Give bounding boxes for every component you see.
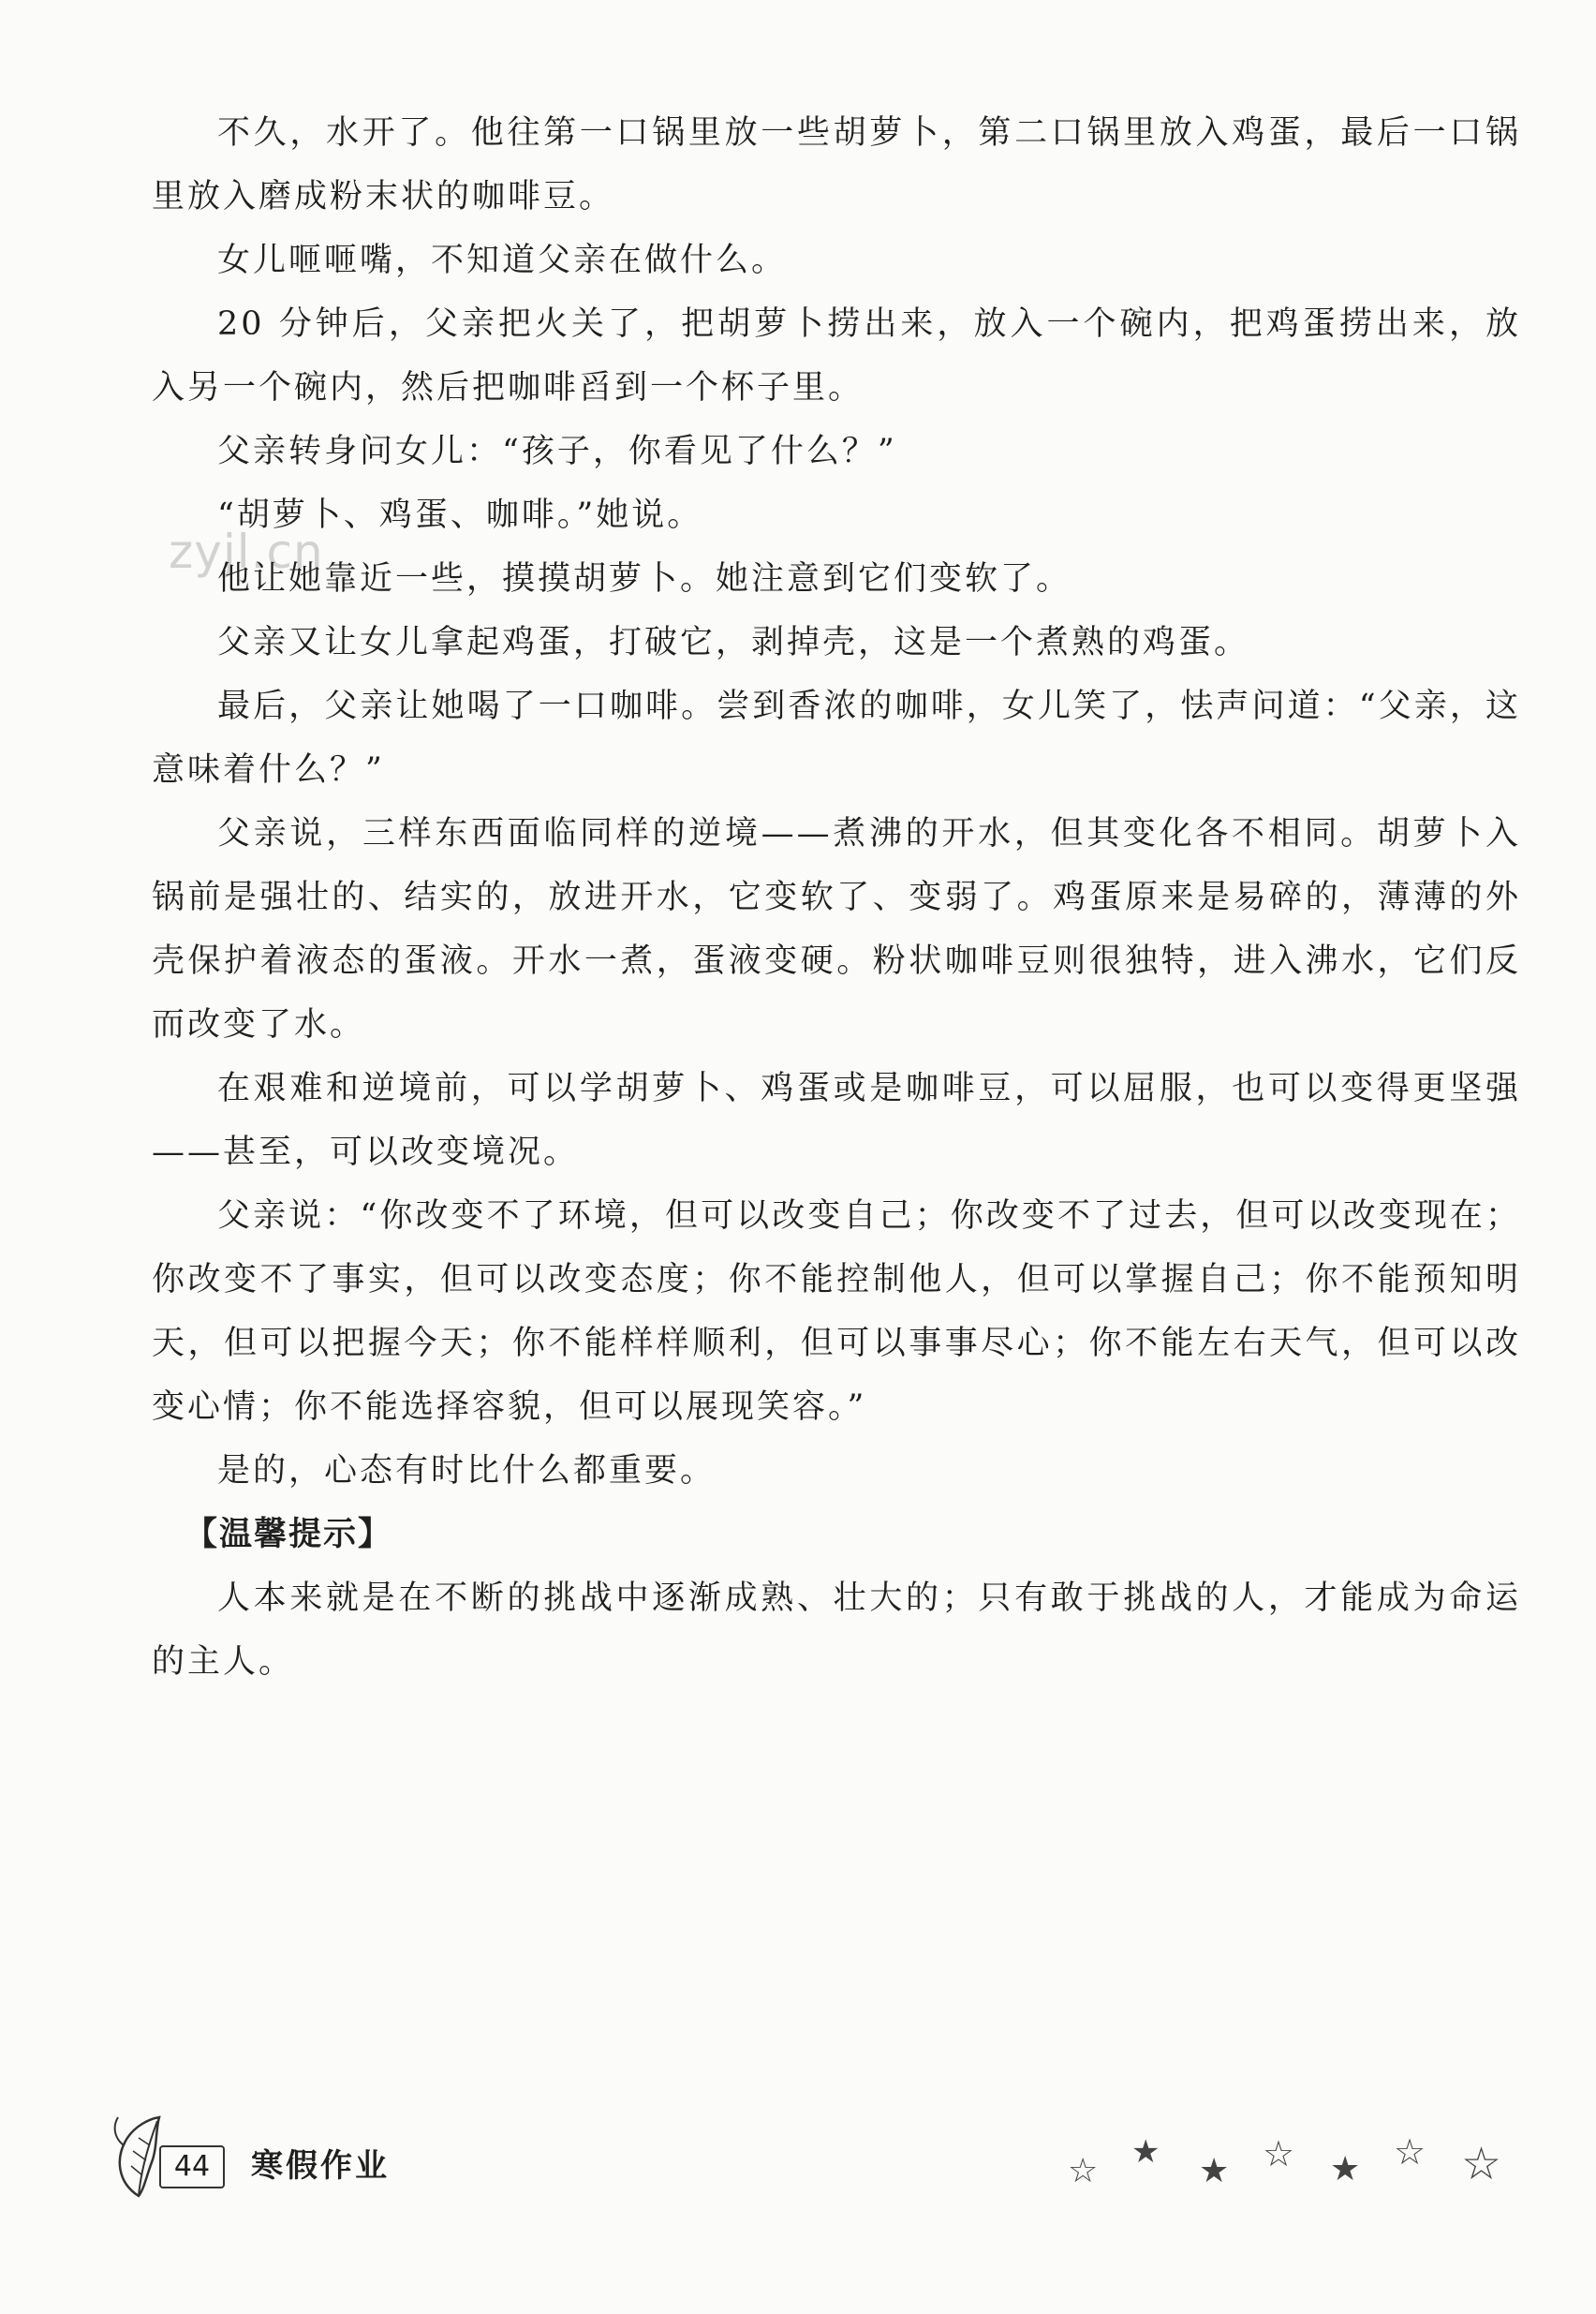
footer-page-info: [111, 2110, 429, 2200]
paragraph: 父亲转身问女儿：“孩子，你看见了什么？”: [217, 433, 897, 470]
star-icon: ☆: [1394, 2131, 1426, 2173]
tip-text: 人本来就是在不断的挑战中逐渐成熟、壮大的；只有敢于挑战的人，才能成为命运的主人。: [152, 1580, 1521, 1681]
paragraph: 不久，水开了。他往第一口锅里放一些胡萝卜，第二口锅里放入鸡蛋，最后一口锅里放入磨成粉末状的咖啡豆。: [152, 114, 1521, 215]
watermark: zyjl.cn: [169, 525, 324, 579]
rating-stars: [1068, 2127, 1527, 2192]
star-icon: ☆: [1461, 2138, 1502, 2190]
paragraph: 20 分钟后，父亲把火关了，把胡萝卜捞出来，放入一个碗内，把鸡蛋捞出来，放入另一个碗内，然后把咖啡舀到一个杯子里。: [152, 305, 1521, 407]
leaf-icon: [111, 2110, 167, 2200]
paragraph: 他让她靠近一些，摸摸胡萝卜。她注意到它们变软了。: [217, 560, 1072, 598]
star-icon: ☆: [1263, 2133, 1295, 2174]
paragraph: 是的，心态有时比什么都重要。: [217, 1452, 717, 1490]
paragraph: 父亲又让女儿拿起鸡蛋，打破它，剥掉壳，这是一个煮熟的鸡蛋。: [217, 624, 1250, 661]
paragraph: “胡萝卜、鸡蛋、咖啡。”她说。: [217, 497, 703, 534]
star-icon: ★: [1199, 2152, 1230, 2190]
paragraph: 在艰难和逆境前，可以学胡萝卜、鸡蛋或是咖啡豆，可以屈服，也可以变得更坚强——甚至，可以改变境况。: [152, 1070, 1521, 1171]
paragraph: 最后，父亲让她喝了一口咖啡。尝到香浓的咖啡，女儿笑了，怯声问道：“父亲，这意味着什么？”: [152, 688, 1521, 789]
star-icon: ★: [1330, 2150, 1361, 2188]
paragraph: 女儿咂咂嘴，不知道父亲在做什么。: [217, 242, 788, 279]
article-body: [152, 101, 1521, 1694]
tip-heading: 【温馨提示】: [185, 1516, 393, 1553]
star-icon: ☆: [1068, 2152, 1099, 2190]
page-number: 44: [159, 2145, 225, 2188]
paragraph: 父亲说：“你改变不了环境，但可以改变自己；你改变不了过去，但可以改变现在；你改变不了事实，但可以改变态度；你不能控制他人，但可以掌握自己；你不能预知明天，但可以把握今天；你不能样样顺利，但可以事事尽心；你不能左右天气，但可以改变心情；你不能选择容貌，但可以展现笑容。”: [152, 1197, 1521, 1426]
star-icon: ★: [1131, 2133, 1160, 2171]
series-title: 寒假作业: [251, 2147, 390, 2185]
paragraph: 父亲说，三样东西面临同样的逆境——煮沸的开水，但其变化各不相同。胡萝卜入锅前是强壮的、结实的，放进开水，它变软了、变弱了。鸡蛋原来是易碎的，薄薄的外壳保护着液态的蛋液。开水一煮，蛋液变硬。粉状咖啡豆则很独特，进入沸水，它们反而改变了水。: [152, 815, 1521, 1044]
